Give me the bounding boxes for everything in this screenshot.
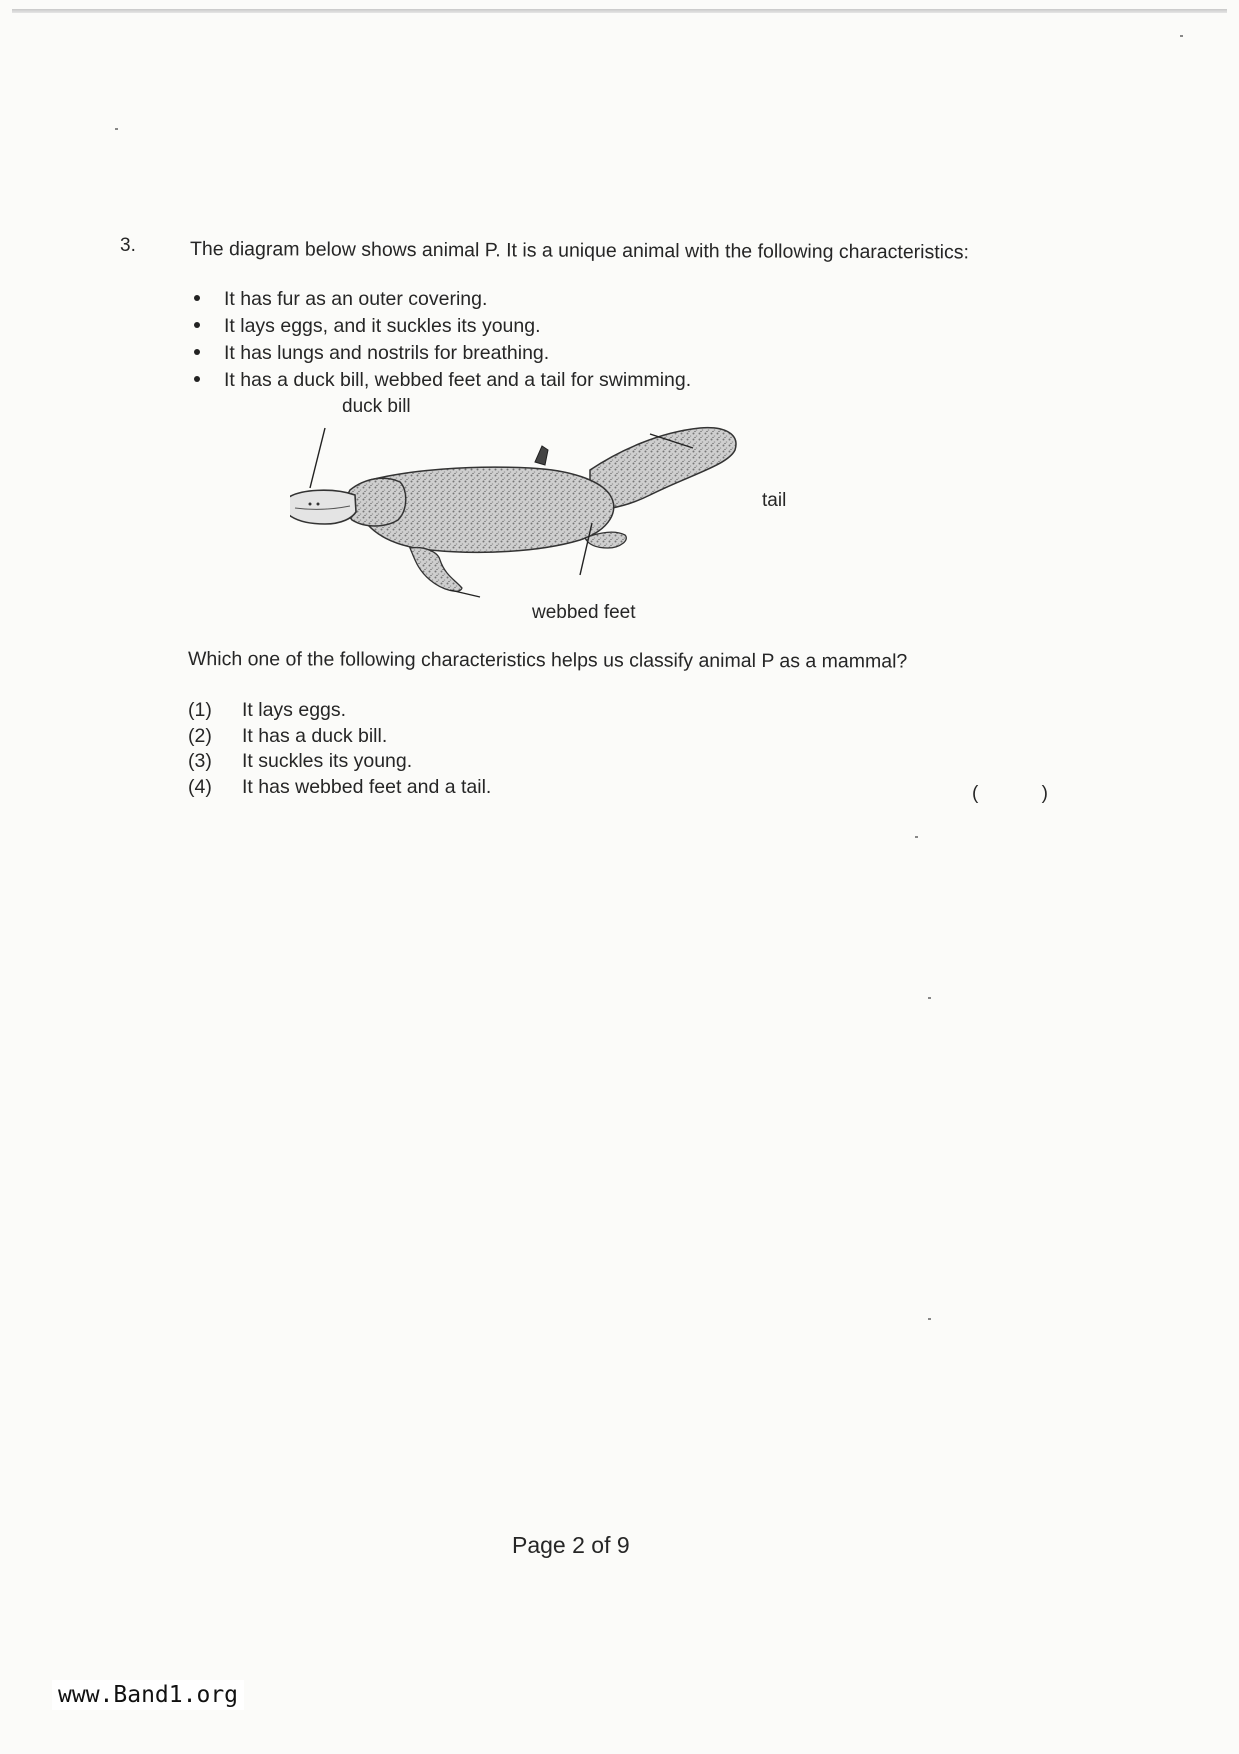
question-intro: The diagram below shows animal P. It is a unique animal with the following characteristics: [189, 238, 969, 264]
option-1[interactable]: (1) It lays eggs. [188, 699, 347, 721]
question-prompt: Which one of the following characteristics helps us classify animal P as a mammal? [187, 648, 908, 673]
option-2[interactable]: (2) It has a duck bill. [188, 724, 388, 747]
list-item: It has a duck bill, webbed feet and a tail for swimming. [190, 367, 691, 394]
scan-speck [928, 997, 931, 999]
question-number: 3. [120, 235, 136, 256]
list-item: It has lungs and nostrils for breathing. [190, 340, 691, 367]
option-4[interactable]: (4) It has webbed feet and a tail. [188, 775, 492, 798]
bullet-icon [194, 322, 200, 328]
scan-edge-line [12, 9, 1227, 13]
list-item: It has fur as an outer covering. [190, 286, 691, 313]
scan-speck [928, 1318, 931, 1320]
scan-speck [915, 836, 918, 838]
characteristics-list [190, 286, 691, 394]
list-item: It lays eggs, and it suckles its young. [190, 313, 691, 340]
platypus-illustration [290, 420, 810, 630]
site-watermark: www.Band1.org [52, 1680, 244, 1710]
label-duck-bill: duck bill [342, 396, 411, 417]
bullet-icon [194, 295, 200, 301]
options-list [188, 698, 491, 800]
answer-box[interactable]: ( ) [972, 783, 1048, 804]
option-3[interactable]: (3) It suckles its young. [188, 750, 413, 772]
label-tail: tail [762, 490, 787, 511]
page-number: Page 2 of 9 [512, 1532, 630, 1558]
bullet-icon [194, 349, 200, 355]
label-webbed-feet: webbed feet [532, 602, 636, 623]
scan-speck [115, 128, 118, 130]
platypus-diagram [290, 396, 810, 630]
scan-speck [1180, 35, 1183, 37]
bullet-icon [194, 376, 200, 382]
